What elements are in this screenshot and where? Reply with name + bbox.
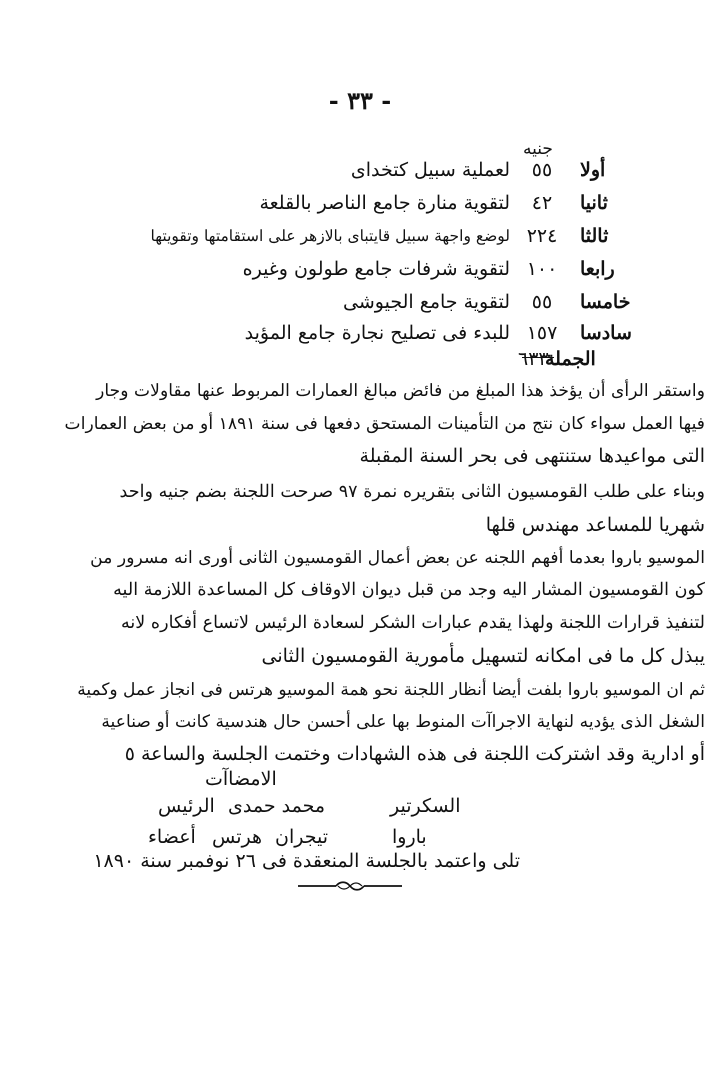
signature-member: تيجران xyxy=(275,826,329,848)
item-amount: ٥٥ xyxy=(531,159,553,181)
text-line: يبذل كل ما فى امكانه لتسهيل مأمورية القومسيون الثانى xyxy=(261,645,705,667)
item-amount: ٤٢ xyxy=(531,192,553,214)
signature-members-label: أعضاء xyxy=(148,826,196,848)
signature-member: هرتس xyxy=(212,826,263,848)
item-description: للبدء فى تصليح نجارة جامع المؤيد xyxy=(244,322,510,344)
item-description: لوضع واجهة سبيل قايتباى بالازهر على استقامتها وتقويتها xyxy=(150,227,510,245)
text-line: فيها العمل سواء كان نتج من التأمينات المستحق دفعها فى سنة ١٨٩١ أو من بعض العمارات xyxy=(64,414,705,434)
text-line: واستقر الرأى أن يؤخذ هذا المبلغ من فائض مبالغ العمارات المربوط عنها مقاولات وجار xyxy=(96,381,705,401)
item-description: لتقوية منارة جامع الناصر بالقلعة xyxy=(259,192,510,214)
item-label: ثانيا xyxy=(580,192,608,214)
text-line: لتنفيذ قرارات اللجنة ولهذا يقدم عبارات الشكر لسعادة الرئيس لاتساع أفكاره لانه xyxy=(120,613,705,633)
item-amount: ٢٢٤ xyxy=(526,225,558,247)
text-line: التى مواعيدها ستنتهى فى بحر السنة المقبلة xyxy=(359,445,705,467)
item-label: سادسا xyxy=(580,322,632,344)
item-description: لتقوية جامع الجيوشى xyxy=(343,291,510,313)
item-description: لتقوية شرفات جامع طولون وغيره xyxy=(242,258,510,280)
item-label: خامسا xyxy=(580,291,631,313)
signature-secretary: السكرتير xyxy=(390,795,461,817)
item-amount: ١٠٠ xyxy=(526,258,558,280)
signature-member: باروا xyxy=(392,826,427,848)
ornament-divider-icon xyxy=(298,880,402,892)
text-line: ثم ان الموسيو باروا بلفت أيضا أنظار اللجنة نحو همة الموسيو هرتس فى انجاز عمل وكمية xyxy=(77,680,705,700)
item-label: ثالثا xyxy=(580,225,609,247)
item-label: أولا xyxy=(580,159,606,181)
text-line: أو ادارية وقد اشتركت اللجنة فى هذه الشهادات وختمت الجلسة والساعة ٥ xyxy=(124,743,705,765)
text-line: الموسيو باروا بعدما أفهم اللجنه عن بعض أعمال القومسيون الثانى أورى انه مسرور من xyxy=(90,548,705,568)
item-label: رابعا xyxy=(580,258,615,280)
currency-label: جنيه xyxy=(523,139,553,159)
text-line: شهريا للمساعد مهندس قلها xyxy=(485,514,705,536)
signature-president-name: محمد حمدى xyxy=(228,795,326,817)
item-description: لعملية سبيل كتخداى xyxy=(350,159,510,181)
approval-line: تلى واعتمد بالجلسة المنعقدة فى ٢٦ نوفمبر سنة ١٨٩٠ xyxy=(93,850,520,872)
page-number: - ٣٣ - xyxy=(328,86,392,115)
item-amount: ١٥٧ xyxy=(526,322,558,344)
total-amount: ٦٣٣ xyxy=(518,348,549,370)
signatures-heading: الامضاآت xyxy=(205,768,277,790)
total-label: الجملة xyxy=(545,348,596,370)
text-line: وبناء على طلب القومسيون الثانى بتقريره نمرة ٩٧ صرحت اللجنة بضم جنيه واحد xyxy=(119,482,705,502)
text-line: الشغل الذى يؤديه لنهاية الاجراآت المنوط بها على أحسن حال هندسية كانت أو صناعية xyxy=(101,712,705,732)
signature-president-title: الرئيس xyxy=(158,795,215,817)
item-amount: ٥٥ xyxy=(531,291,553,313)
text-line: كون القومسيون المشار اليه وجد من قبل ديوان الاوقاف كل المساعدة اللازمة اليه xyxy=(113,580,705,600)
